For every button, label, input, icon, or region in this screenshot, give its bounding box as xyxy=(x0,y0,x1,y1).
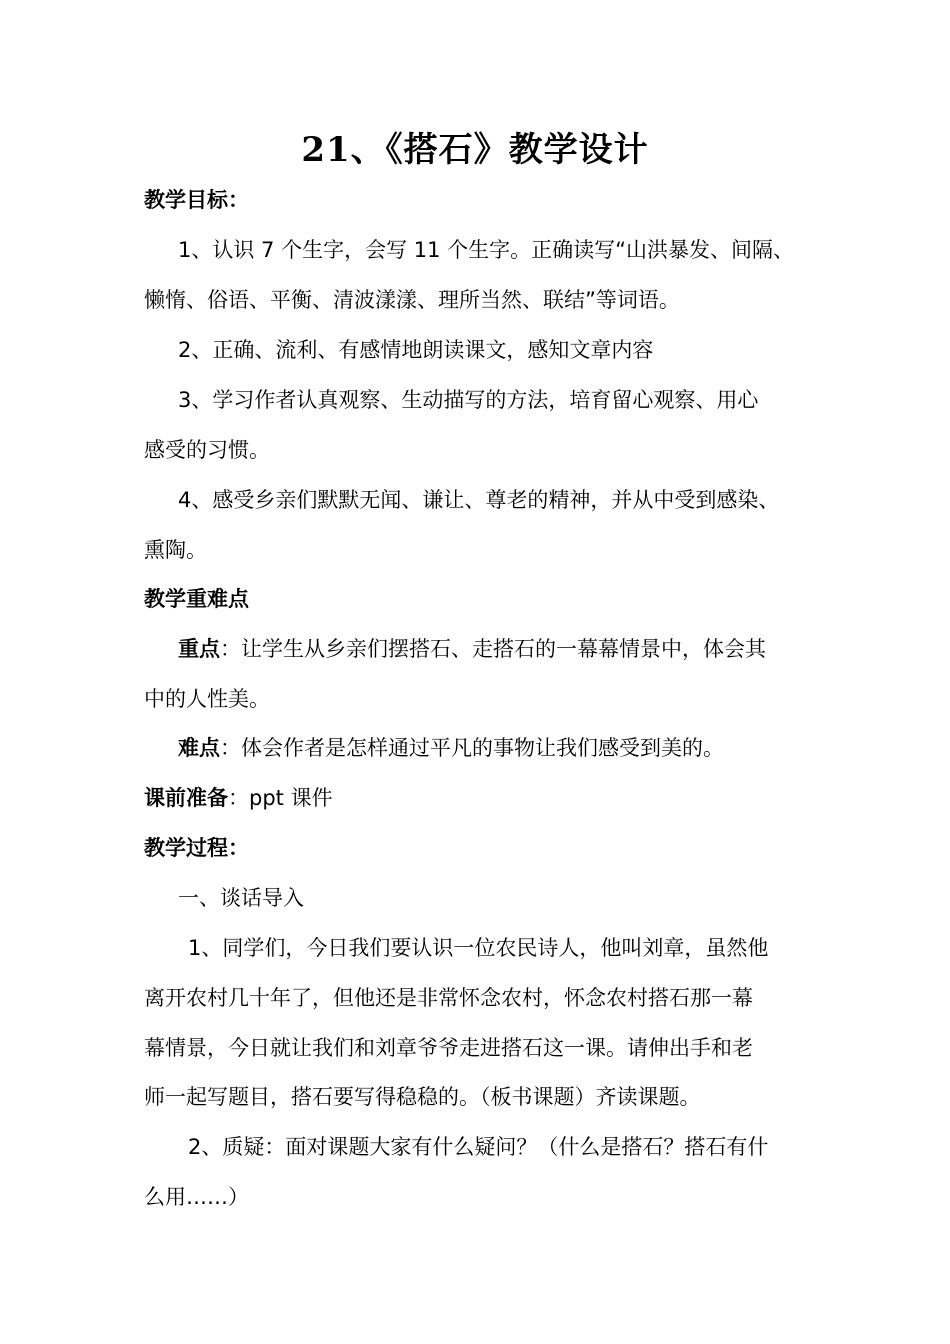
paragraph-2-line-1: 2、质疑：面对课题大家有什么疑问？（什么是搭石？搭石有什 xyxy=(188,1135,769,1159)
objective-2: 2、正确、流利、有感情地朗读课文，感知文章内容 xyxy=(178,338,654,362)
key-point-line-1 xyxy=(178,634,766,664)
objectives-heading: 教学目标： xyxy=(144,188,249,212)
preparation-line xyxy=(144,783,333,813)
document-title: 21、《搭石》教学设计 xyxy=(301,130,649,170)
key-point-line-2: 中的人性美。 xyxy=(144,687,270,711)
paragraph-2-line-2: 么用……） xyxy=(144,1185,249,1209)
difficulty-line xyxy=(178,733,724,763)
preparation-text: ：ppt 课件 xyxy=(228,786,333,810)
key-point-text: ：让学生从乡亲们摆搭石、走搭石的一幕幕情景中，体会其 xyxy=(220,637,766,661)
keypoints-heading: 教学重难点 xyxy=(144,587,249,611)
paragraph-1-line-2: 离开农村几十年了，但他还是非常怀念农村，怀念农村搭石那一幕 xyxy=(144,986,753,1010)
paragraph-1-line-4: 师一起写题目，搭石要写得稳稳的。（板书课题）齐读课题。 xyxy=(144,1085,701,1109)
objective-1-line-1: 1、认识 7 个生字，会写 11 个生字。正确读写“山洪暴发、间隔、 xyxy=(178,238,795,262)
process-heading: 教学过程： xyxy=(144,836,249,860)
paragraph-1-line-1: 1、同学们，今日我们要认识一位农民诗人，他叫刘章，虽然他 xyxy=(188,936,769,960)
objective-3-line-2: 感受的习惯。 xyxy=(144,438,270,462)
preparation-label: 课前准备 xyxy=(144,786,228,810)
difficulty-label: 难点 xyxy=(178,736,220,760)
paragraph-1-line-3: 幕情景，今日就让我们和刘章爷爷走进搭石这一课。请伸出手和老 xyxy=(144,1036,753,1060)
objective-4-line-1: 4、感受乡亲们默默无闻、谦让、尊老的精神，并从中受到感染、 xyxy=(178,488,780,512)
key-point-label: 重点 xyxy=(178,637,220,661)
objective-3-line-1: 3、学习作者认真观察、生动描写的方法，培育留心观察、用心 xyxy=(178,388,759,412)
objective-4-line-2: 熏陶。 xyxy=(144,538,207,562)
objective-1-line-2: 懒惰、俗语、平衡、清波漾漾、理所当然、联结”等词语。 xyxy=(144,288,680,312)
step-1-heading: 一、谈话导入 xyxy=(178,886,304,910)
difficulty-text: ：体会作者是怎样通过平凡的事物让我们感受到美的。 xyxy=(220,736,724,760)
